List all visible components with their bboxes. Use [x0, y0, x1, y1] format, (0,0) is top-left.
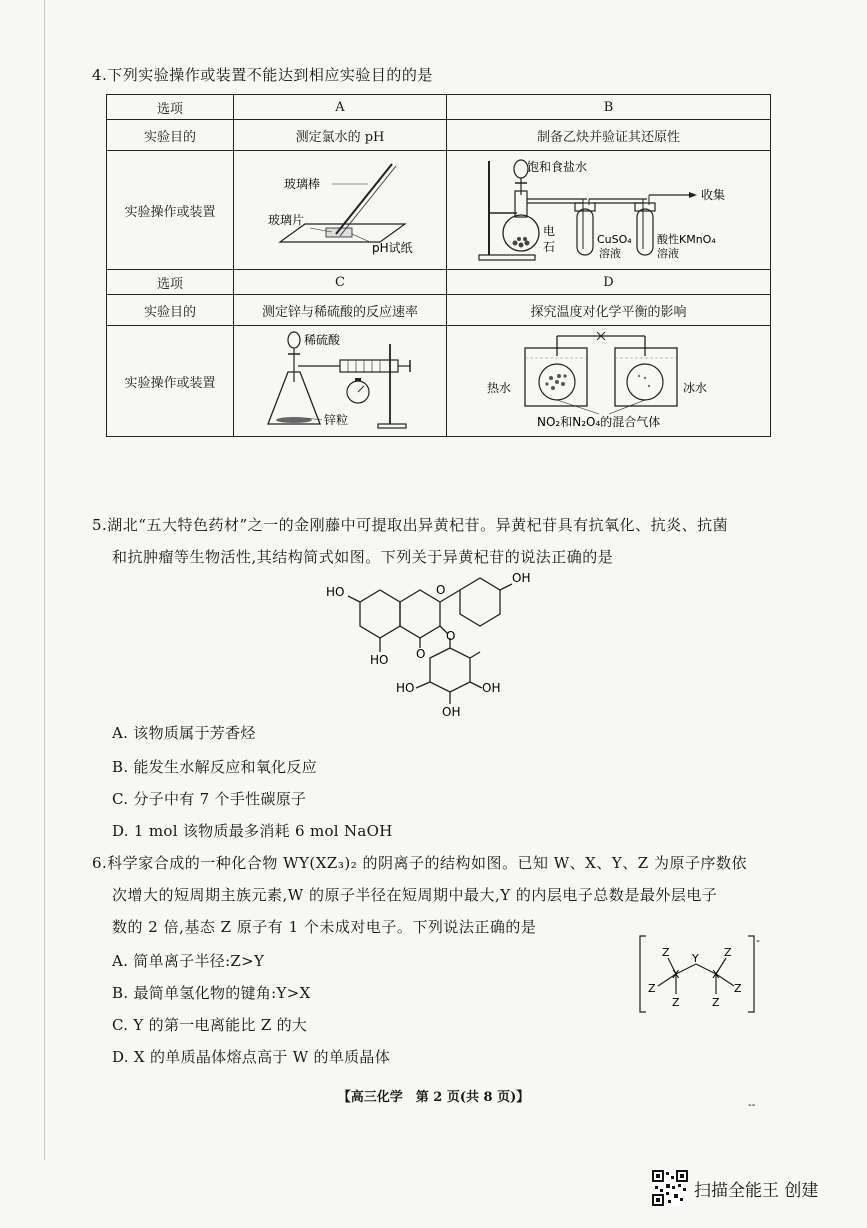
- scanner-watermark-text: 扫描全能王 创建: [694, 1180, 819, 1201]
- option-c-purpose: 测定锌与稀硫酸的反应速率: [234, 295, 447, 326]
- option-b-label: B: [447, 95, 771, 120]
- label-cuso4-solution: 溶液: [598, 247, 621, 260]
- label-sugar-oh-2: OH: [482, 681, 501, 695]
- header-option: 选项: [107, 95, 234, 120]
- atom-z-4: Z: [734, 982, 742, 995]
- header-purpose: 实验目的: [107, 120, 234, 151]
- label-mixed-gas: NO₂和N₂O₄的混合气体: [536, 415, 660, 429]
- page-footer: 【高三化学 第 2 页(共 8 页)】: [337, 1090, 530, 1105]
- anion-structure: [636, 934, 766, 1014]
- q6-option-c[interactable]: C. Y 的第一电离能比 Z 的大: [112, 1016, 308, 1034]
- atom-z-2: Z: [724, 946, 732, 959]
- label-kmno4-solution: 溶液: [656, 247, 679, 260]
- ph-paper-apparatus: [240, 152, 440, 264]
- option-a-purpose: 测定氯水的 pH: [234, 120, 447, 151]
- q4-stem: 4.下列实验操作或装置不能达到相应实验目的的是: [92, 66, 433, 84]
- footer-mark: --: [748, 1098, 756, 1111]
- option-c-apparatus: [234, 326, 447, 437]
- label-link-o: O: [446, 629, 456, 643]
- q5-line-1: 5.湖北“五大特色药材”之一的金刚藤中可提取出异黄杞苷。异黄杞苷具有抗氧化、抗炎、抗菌: [92, 516, 729, 534]
- option-b-purpose: 制备乙炔并验证其还原性: [447, 120, 771, 151]
- q6-option-a[interactable]: A. 简单离子半径:Z>Y: [112, 952, 265, 970]
- label-ho-left: HO: [326, 585, 345, 599]
- label-glass-plate: 玻璃片: [268, 213, 305, 227]
- label-glass-rod: 玻璃棒: [284, 177, 321, 191]
- label-kmno4: 酸性KMnO₄: [656, 233, 716, 246]
- header-option-2: 选项: [107, 270, 234, 295]
- atom-x-2: X: [712, 968, 720, 981]
- option-d-label: D: [447, 270, 771, 295]
- header-operation-2: 实验操作或装置: [107, 326, 234, 437]
- label-hot-water: 热水: [486, 381, 511, 395]
- q6-line-1: 6.科学家合成的一种化合物 WY(XZ₃)₂ 的阴离子的结构如图。已知 W、X、Y、Z 为原子序数依: [92, 854, 747, 872]
- option-c-label: C: [234, 270, 447, 295]
- label-ho-bottom: HO: [370, 653, 389, 667]
- q6-option-d[interactable]: D. X 的单质晶体熔点高于 W 的单质晶体: [112, 1048, 391, 1066]
- q6-line-2: 次增大的短周期主族元素,W 的原子半径在短周期中最大,Y 的内层电子总数是最外层电子: [112, 886, 718, 904]
- q6-option-b[interactable]: B. 最简单氢化物的键角:Y>X: [112, 984, 311, 1002]
- q5-option-c[interactable]: C. 分子中有 7 个手性碳原子: [112, 790, 307, 808]
- label-brine: 饱和食盐水: [526, 160, 587, 174]
- label-oh-top: OH: [512, 571, 531, 585]
- label-carbonyl-o: O: [416, 647, 426, 661]
- label-ice-water: 冰水: [682, 381, 707, 395]
- option-b-apparatus: [447, 151, 771, 270]
- q5-option-a[interactable]: A. 该物质属于芳香烃: [112, 724, 256, 742]
- atom-z-6: Z: [712, 996, 720, 1009]
- scanner-watermark: [652, 1170, 818, 1206]
- q5-option-b[interactable]: B. 能发生水解反应和氧化反应: [112, 758, 318, 776]
- page-edge-shadow: [44, 0, 45, 1160]
- atom-z-3: Z: [648, 982, 656, 995]
- qr-code-icon: [652, 1170, 688, 1206]
- atom-z-5: Z: [672, 996, 680, 1009]
- label-zinc: 锌粒: [324, 413, 349, 427]
- q4-experiment-table: [106, 94, 771, 437]
- q6-line-3: 数的 2 倍,基态 Z 原子有 1 个未成对电子。下列说法正确的是: [112, 918, 537, 936]
- option-d-apparatus: [447, 326, 771, 437]
- label-sugar-ho: HO: [396, 681, 415, 695]
- label-dilute-acid: 稀硫酸: [304, 333, 341, 347]
- label-ring-o: O: [436, 583, 446, 597]
- label-sugar-oh-1: OH: [442, 705, 461, 719]
- label-collect: 收集: [700, 188, 725, 202]
- label-ph-paper: pH试纸: [372, 241, 413, 255]
- atom-y: Y: [692, 952, 699, 965]
- label-carbide-1: 电: [542, 224, 555, 238]
- acetylene-apparatus: [459, 151, 759, 265]
- label-cuso4: CuSO₄: [596, 233, 632, 246]
- isoengeletin-structure: [320, 560, 540, 720]
- header-operation: 实验操作或装置: [107, 151, 234, 270]
- anion-charge: -: [756, 934, 760, 947]
- q5-option-d[interactable]: D. 1 mol 该物质最多消耗 6 mol NaOH: [112, 822, 393, 840]
- option-a-apparatus: [234, 151, 447, 270]
- atom-x-1: X: [672, 968, 680, 981]
- option-d-purpose: 探究温度对化学平衡的影响: [447, 295, 771, 326]
- option-a-label: A: [234, 95, 447, 120]
- header-purpose-2: 实验目的: [107, 295, 234, 326]
- label-carbide-2: 石: [542, 240, 555, 254]
- reaction-rate-apparatus: [240, 326, 440, 432]
- q5-line-2: 和抗肿瘤等生物活性,其结构简式如图。下列关于异黄杞苷的说法正确的是: [112, 548, 614, 566]
- equilibrium-apparatus: [459, 326, 759, 432]
- atom-z-1: Z: [662, 946, 670, 959]
